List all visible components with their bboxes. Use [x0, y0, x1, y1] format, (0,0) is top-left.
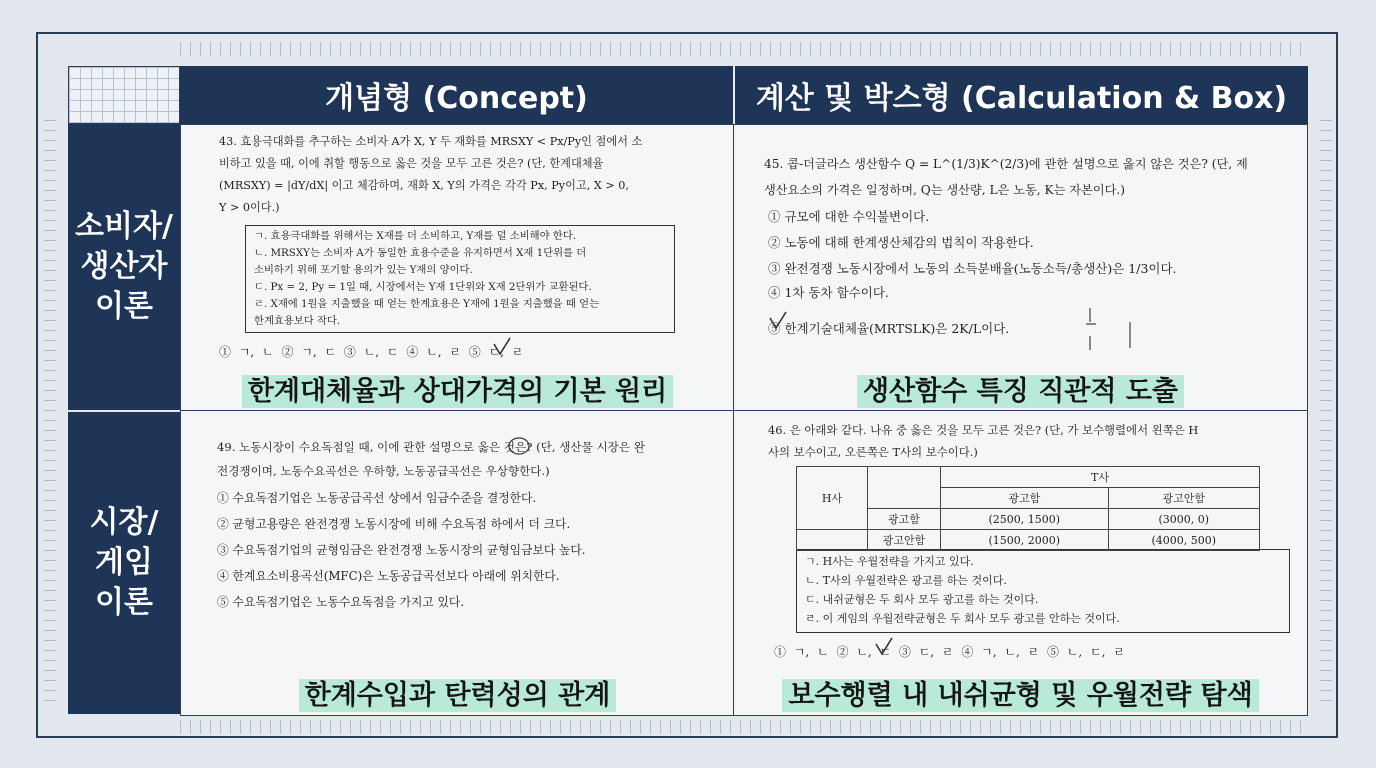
circle-mark-icon: [509, 438, 529, 454]
q46-choices: ① ㄱ, ㄴ ② ㄴ, ㄷ ③ ㄷ, ㄹ ④ ㄱ, ㄴ, ㄹ ⑤ ㄴ, ㄷ, ㄹ: [774, 645, 1125, 659]
q49-option: ③ 수요독점기업의 균형임금은 완전경쟁 노동시장의 균형임금보다 높다.: [217, 543, 586, 557]
payoff-row-group: H사: [797, 467, 868, 530]
q46-statement: ㄹ. 이 게임의 우월전략균형은 두 회사 모두 광고를 안하는 것이다.: [805, 612, 1120, 625]
q43-statement: ㄹ. X재에 1원을 지출했을 때 얻는 한계효용은 Y재에 1원을 지출했을 때 얻는: [254, 298, 600, 310]
q49-question: 49. 노동시장이 수요독점일 때, 이에 관한 설명으로 옳은 것은? (단, 생산물 시장은 완 전경쟁이며, 노동수요곡선은 우하향, 노동공급곡선은 우상향한다.): [217, 440, 645, 478]
payoff-col-label: 광고안함: [1108, 488, 1259, 509]
caption-text: 생산함수 특징 직관적 도출: [857, 375, 1184, 408]
q49-option: ① 수요독점기업은 노동공급곡선 상에서 임금수준을 결정한다.: [217, 491, 537, 505]
row-header-consumer-producer: 소비자/ 생산자 이론: [68, 124, 180, 410]
q45-option: ① 규모에 대한 수익불변이다.: [768, 209, 930, 224]
payoff-cell: (3000, 0): [1108, 509, 1259, 530]
q46-statement: ㄱ. H사는 우월전략을 가지고 있다.: [805, 555, 974, 568]
payoff-row-label: 광고함: [868, 509, 941, 530]
q45-option: ④ 1차 동차 함수이다.: [768, 285, 889, 300]
caption-text: 한계수입과 탄력성의 관계: [299, 679, 617, 712]
payoff-cell: (4000, 500): [1108, 530, 1259, 551]
q43-statement: ㄱ. 효용극대화를 위해서는 X재를 더 소비하고, Y재를 덜 소비해야 한다.: [254, 230, 576, 242]
q43-statement: ㄴ. MRSXY는 소비자 A가 동일한 효용수준을 유지하면서 X재 1단위를 더: [254, 247, 587, 259]
q43-statement: 소비하기 위해 포기할 용의가 있는 Y재의 양이다.: [254, 264, 473, 276]
q43-question: 43. 효용극대화를 추구하는 소비자 A가 X, Y 두 재화를 MRSXY < Px/Py인 점에서 소 비하고 있을 때, 이에 취할 행동으로 옳은 것을 모두 고른 것은? (단, 한계대체율 (MRSXY) = |dY/dX| 이고 체감하며, 재화 X, Y의 가격은 각각 Px, Py이고, X > 0, Y > 0이다.): [219, 135, 643, 214]
payoff-col-label: 광고함: [941, 488, 1109, 509]
q49-option: ② 균형고용량은 완전경쟁 노동시장에 비해 수요독점 하에서 더 크다.: [217, 517, 571, 531]
q49-option: ④ 한계요소비용곡선(MFC)은 노동공급곡선보다 아래에 위치한다.: [217, 569, 560, 583]
check-mark-icon: [876, 638, 892, 654]
scribble-icon: [1086, 308, 1096, 350]
q46-statement: ㄴ. T사의 우월전략은 광고를 하는 것이다.: [805, 574, 1007, 587]
check-mark-icon: [494, 338, 510, 354]
caption-text: 한계대체율과 상대가격의 기본 원리: [242, 375, 673, 408]
q45-option: ③ 완전경쟁 노동시장에서 노동의 소득분배율(노동소득/총생산)은 1/3이다.: [768, 261, 1177, 276]
q45-option: ⑤ 한계기술대체율(MRTSLK)은 2K/L이다.: [768, 321, 1010, 336]
q45-question: 45. 콥-더글라스 생산함수 Q = L^(1/3)K^(2/3)에 관한 설명으로 옳지 않은 것은? (단, 제 생산요소의 가격은 일정하며, Q는 생산량, L은 노동, K는 자본이다.): [764, 157, 1248, 197]
q46-question: 46. 은 아래와 같다. 나유 중 옳은 것을 모두 고른 것은? (단, 가 보수행렬에서 왼쪽은 H 사의 보수이고, 오른쪽은 T사의 보수이다.): [768, 423, 1199, 459]
column-header-calculation: 계산 및 박스형 (Calculation & Box): [735, 66, 1308, 124]
payoff-cell: (2500, 1500): [941, 509, 1109, 530]
column-header-concept: 개념형 (Concept): [180, 66, 733, 124]
payoff-row-label: 광고안함: [868, 530, 941, 551]
q43-choices: ① ㄱ, ㄴ ② ㄱ, ㄷ ③ ㄴ, ㄷ ④ ㄴ, ㄹ ⑤ ㄷ, ㄹ: [219, 345, 524, 359]
row-header-market-game: 시장/ 게임 이론: [68, 412, 180, 714]
payoff-cell: (1500, 2000): [941, 530, 1109, 551]
payoff-col-group: T사: [941, 467, 1260, 488]
q46-statement: ㄷ. 내쉬균형은 두 회사 모두 광고를 하는 것이다.: [805, 593, 1039, 606]
caption-text: 보수행렬 내 내쉬균형 및 우월전략 탐색: [782, 679, 1258, 712]
q43-statement: 한계효용보다 작다.: [254, 315, 341, 327]
q43-statement: ㄷ. Px = 2, Py = 1일 때, 시장에서는 Y재 1단위와 X재 2단위가 교환된다.: [254, 281, 592, 293]
check-mark-icon: [770, 312, 786, 328]
q45-option: ② 노동에 대해 한계생산체감의 법칙이 작용한다.: [768, 235, 1034, 250]
q49-option: ⑤ 수요독점기업은 노동수요독점을 가지고 있다.: [217, 595, 465, 609]
